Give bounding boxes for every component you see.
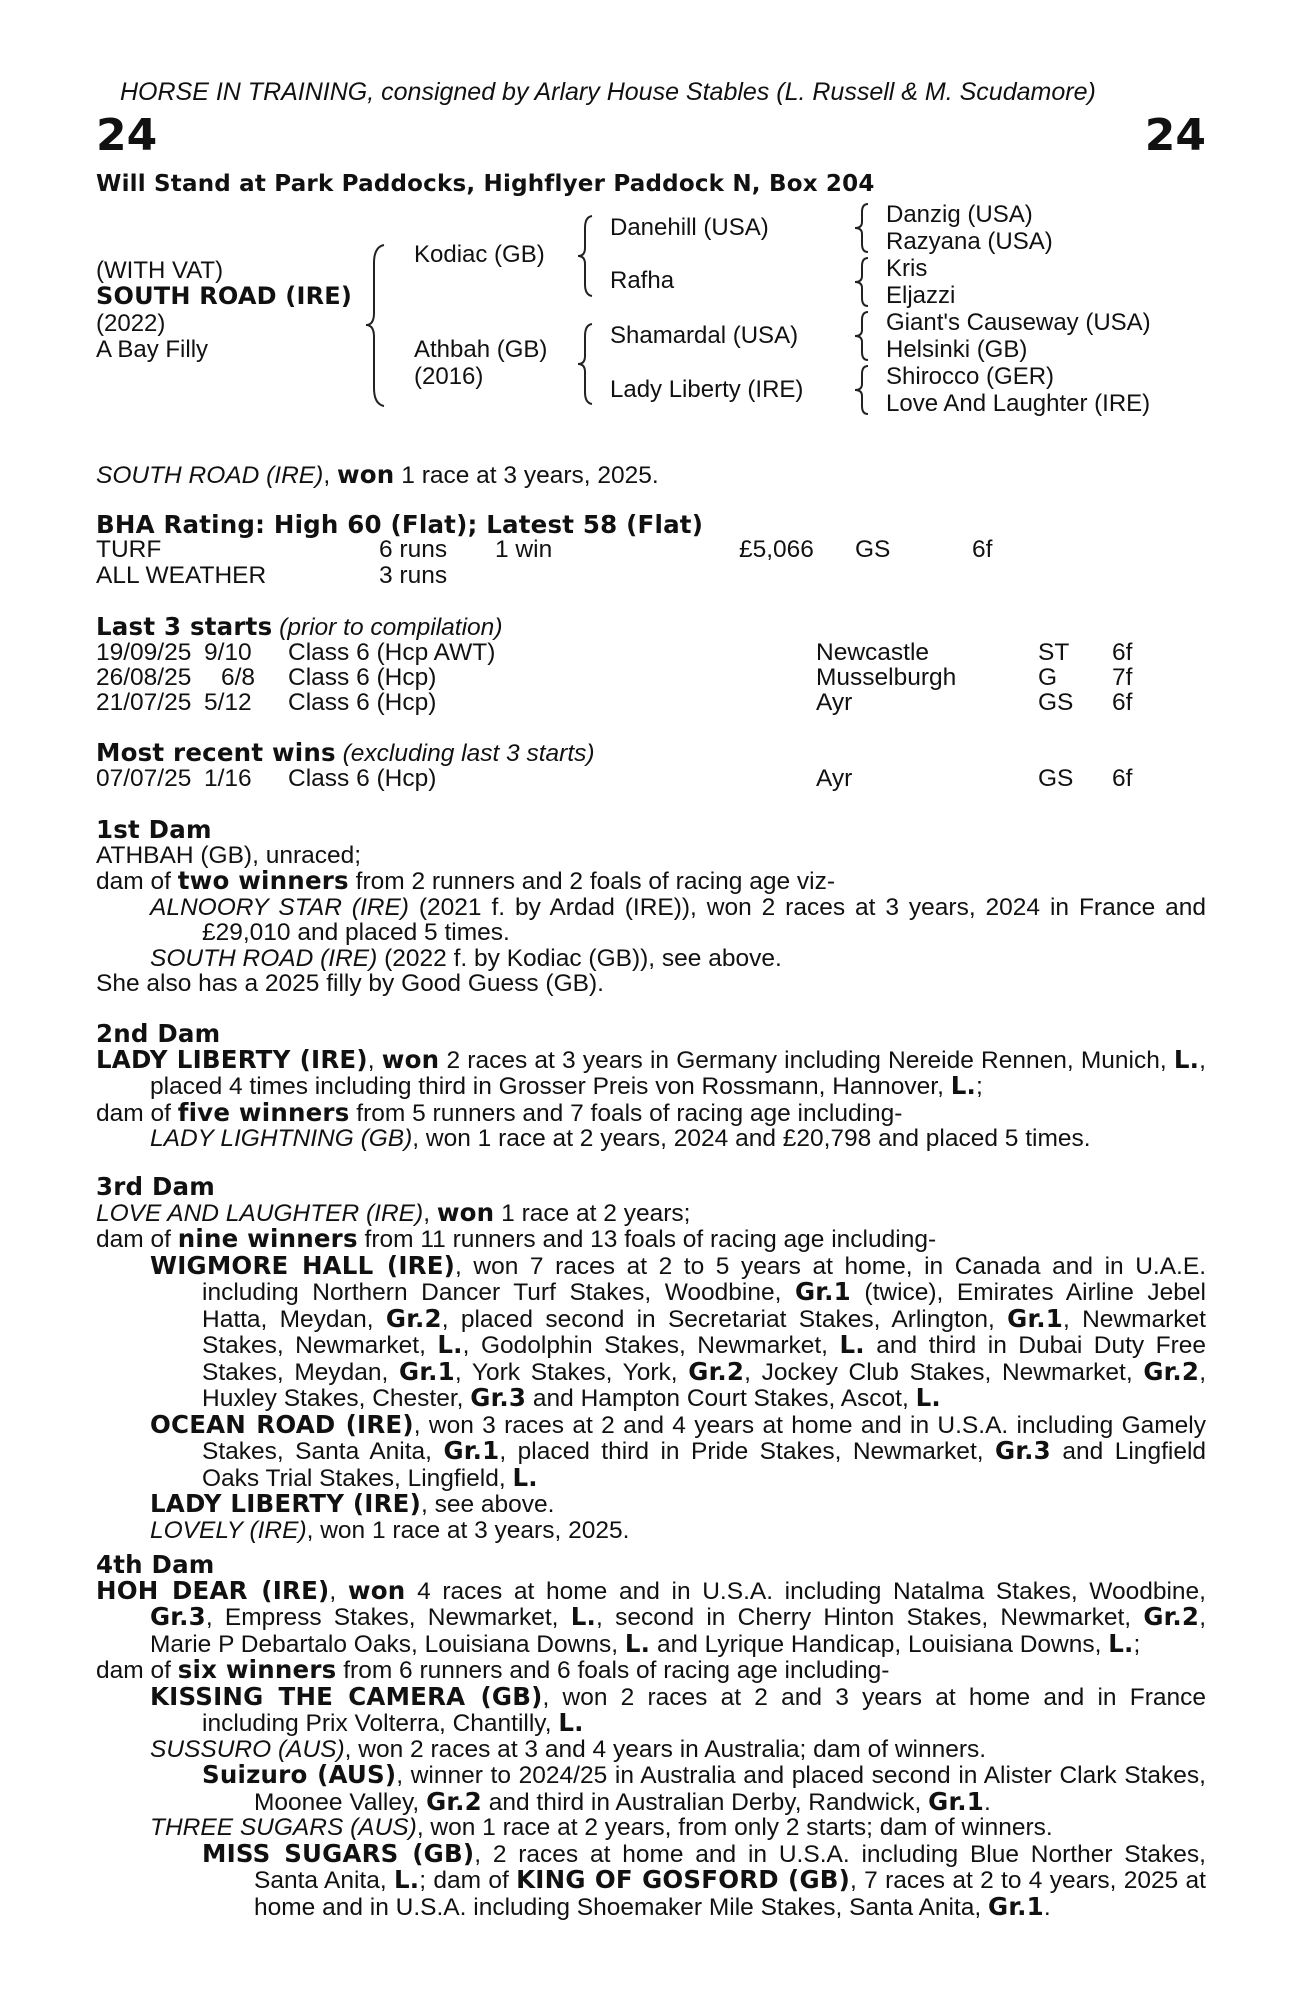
lot-number-right: 24	[1144, 110, 1206, 161]
recent-wins-note: (excluding last 3 starts)	[342, 740, 595, 767]
start-distance: 7f	[1112, 664, 1133, 691]
win-going: GS	[1038, 765, 1074, 792]
first-dam-foal-note: She also has a 2025 filly by Good Guess (GB).	[96, 970, 604, 997]
all-weather-label: ALL WEATHER	[96, 562, 267, 589]
start-date: 21/07/25	[96, 689, 192, 716]
second-dam-produce: dam of five winners from 5 runners and 7 foals of racing age including-	[96, 1097, 903, 1127]
turf-label: TURF	[96, 536, 162, 563]
third-dam-progeny-lady-liberty: LADY LIBERTY (IRE), see above.	[150, 1489, 555, 1518]
pedigree-brace-sire	[576, 214, 598, 298]
start-course: Musselburgh	[816, 664, 957, 691]
grandsire-maternal: Shamardal (USA)	[610, 322, 799, 349]
pedigree-brace-g2	[852, 256, 874, 308]
fourth-dam-title: 4th Dam	[96, 1550, 215, 1579]
summary-horse-name: SOUTH ROAD (IRE)	[96, 462, 324, 489]
summary-won: won	[336, 460, 395, 489]
pedigree-brace-g4	[852, 364, 874, 416]
third-dam-section	[96, 1174, 1206, 1543]
granddam-paternal: Rafha	[610, 267, 675, 294]
ancestor-1: Danzig (USA)	[886, 201, 1033, 228]
fourth-dam-progeny-three-sugars: THREE SUGARS (AUS), won 1 race at 2 years, from only 2 starts; dam of winners.	[150, 1814, 1053, 1841]
ancestor-6: Helsinki (GB)	[886, 336, 1028, 363]
horse-name: SOUTH ROAD (IRE)	[96, 282, 353, 310]
ancestor-5: Giant's Causeway (USA)	[886, 309, 1151, 336]
first-dam-progeny-1: ALNOORY STAR (IRE) (2021 f. by Ardad (IRE)), won 2 races at 3 years, 2024 in France and £29,010 and placed 5 times.	[150, 893, 1206, 946]
race-summary: SOUTH ROAD (IRE), won 1 race at 3 years, 2025.	[96, 460, 659, 489]
start-distance: 6f	[1112, 639, 1133, 666]
second-dam-progeny-1: LADY LIGHTNING (GB), won 1 race at 2 years, 2024 and £20,798 and placed 5 times.	[150, 1125, 1091, 1152]
second-dam-title: 2nd Dam	[96, 1019, 221, 1048]
last-3-starts-heading	[96, 614, 502, 641]
second-dam-record: LADY LIBERTY (IRE), won 2 races at 3 years in Germany including Nereide Rennen, Munich, L., placed 4 times including third in Grosser Preis von Rossmann, Hannover, L.;	[96, 1044, 1206, 1100]
turf-runs: 6 runs	[379, 536, 448, 563]
win-date: 07/07/25	[96, 765, 192, 792]
turf-prize: £5,066	[739, 536, 814, 563]
fourth-dam-record: HOH DEAR (IRE), won 4 races at home and in U.S.A. including Natalma Stakes, Woodbine, Gr.3, Empress Stakes, Newmarket, L., second in Cherry Hinton Stakes, Newmarket, Gr.2, Marie P Debartalo Oaks, Louisiana Downs, L. and Lyrique Handicap, Louisiana Downs, L.;	[96, 1575, 1206, 1658]
third-dam-progeny-wigmore-hall: WIGMORE HALL (IRE), won 7 races at 2 to 5 years at home, in Canada and in U.A.E. including Northern Dancer Turf Stakes, Woodbine, Gr.1 (twice), Emirates Airline Jebel Hatta, Meydan, Gr.2, placed second in Secretariat Stakes, Arlington, Gr.1, Newmarket Stakes, Newmarket, L., Godolphin Stakes, Newmarket, L. and third in Dubai Duty Free Stakes, Meydan, Gr.1, York Stakes, York, Gr.2, Jockey Club Stakes, Newmarket, Gr.2, Huxley Stakes, Chester, Gr.3 and Hampton Court Stakes, Ascot, L.	[150, 1250, 1206, 1412]
recent-wins-title: Most recent wins	[96, 738, 336, 767]
start-course: Ayr	[816, 689, 853, 716]
pedigree-brace-main	[364, 243, 394, 408]
start-class: Class 6 (Hcp)	[288, 664, 437, 691]
sire: Kodiac (GB)	[414, 241, 545, 268]
last-3-starts-title: Last 3 starts	[96, 612, 273, 641]
ancestor-3: Kris	[886, 255, 928, 282]
start-going: ST	[1038, 639, 1070, 666]
start-going: G	[1038, 664, 1058, 691]
third-dam-progeny-ocean-road: OCEAN ROAD (IRE), won 3 races at 2 and 4 years at home and in U.S.A. including Gamely Stakes, Santa Anita, Gr.1, placed third in Pride Stakes, Newmarket, Gr.3 and Lingfield Oaks Trial Stakes, Lingfield, L.	[150, 1409, 1207, 1492]
vat-note: (WITH VAT)	[96, 257, 224, 284]
first-dam-record: dam of two winners from 2 runners and 2 foals of racing age viz-	[96, 866, 835, 895]
third-dam-produce: dam of nine winners from 11 runners and 13 foals of racing age including-	[96, 1224, 937, 1253]
ancestor-8: Love And Laughter (IRE)	[886, 390, 1151, 417]
turf-going: GS	[855, 536, 891, 563]
horse-description: A Bay Filly	[96, 336, 209, 363]
ancestor-4: Eljazzi	[886, 282, 956, 309]
third-dam-record: LOVE AND LAUGHTER (IRE), won 1 race at 2 years;	[96, 1197, 691, 1227]
start-class: Class 6 (Hcp)	[288, 689, 437, 716]
third-dam-title: 3rd Dam	[96, 1172, 215, 1201]
fourth-dam-progeny-sussuro: SUSSURO (AUS), won 2 races at 3 and 4 years in Australia; dam of winners.	[150, 1735, 987, 1763]
stand-location: Will Stand at Park Paddocks, Highflyer Paddock N, Box 204	[96, 171, 875, 197]
dam: Athbah (GB)	[414, 336, 548, 363]
first-dam-title: 1st Dam	[96, 815, 212, 844]
fourth-dam-section	[96, 1552, 1206, 1920]
first-dam-name: ATHBAH (GB), unraced;	[96, 841, 362, 869]
dam-year: (2016)	[414, 363, 484, 390]
pedigree-brace-g3	[852, 310, 874, 362]
start-course: Newcastle	[816, 639, 930, 666]
pedigree-brace-dam	[576, 322, 598, 406]
bha-rating-title: BHA Rating: High 60 (Flat); Latest 58 (Flat)	[96, 510, 704, 539]
win-distance: 6f	[1112, 765, 1133, 792]
summary-text: 1 race at 3 years, 2025.	[394, 462, 659, 489]
win-class: Class 6 (Hcp)	[288, 765, 437, 792]
start-going: GS	[1038, 689, 1074, 716]
pedigree-brace-g1	[852, 202, 874, 254]
fourth-dam-progeny-kissing-the-camera: KISSING THE CAMERA (GB), won 2 races at 2 and 3 years at home and in France including Prix Volterra, Chantilly, L.	[150, 1681, 1206, 1737]
fourth-dam-produce: dam of six winners from 6 runners and 6 foals of racing age including-	[96, 1655, 890, 1684]
win-position: 1/16	[204, 765, 252, 792]
first-dam-progeny-2: SOUTH ROAD (IRE) (2022 f. by Kodiac (GB)), see above.	[150, 944, 782, 972]
consignor-line: HORSE IN TRAINING, consigned by Arlary House Stables (L. Russell & M. Scudamore)	[120, 78, 1096, 106]
start-class: Class 6 (Hcp AWT)	[288, 639, 496, 666]
start-date: 26/08/25	[96, 664, 192, 691]
start-distance: 6f	[1112, 689, 1133, 716]
ancestor-2: Razyana (USA)	[886, 228, 1053, 255]
fourth-dam-grandprogeny-miss-sugars: MISS SUGARS (GB), 2 races at home and in U.S.A. including Blue Norther Stakes, Santa Anita, L.; dam of KING OF GOSFORD (GB), 7 races at 2 to 4 years, 2025 at home and in U.S.A. including Shoemaker Mile Stakes, Santa Anita, Gr.1.	[202, 1838, 1206, 1921]
third-dam-progeny-lovely: LOVELY (IRE), won 1 race at 3 years, 2025.	[150, 1516, 630, 1544]
turf-distance: 6f	[972, 536, 993, 563]
lot-number-left: 24	[96, 110, 158, 161]
start-position: 9/10	[204, 639, 252, 666]
all-weather-runs: 3 runs	[379, 562, 448, 589]
second-dam-section	[96, 1021, 1206, 1152]
start-position: 6/8	[221, 664, 256, 691]
granddam-maternal: Lady Liberty (IRE)	[610, 376, 804, 403]
fourth-dam-grandprogeny-suizuro: Suizuro (AUS), winner to 2024/25 in Australia and placed second in Alister Clark Stakes, Moonee Valley, Gr.2 and third in Australian Derby, Randwick, Gr.1.	[202, 1760, 1206, 1816]
horse-year: (2022)	[96, 310, 166, 337]
ancestor-7: Shirocco (GER)	[886, 363, 1055, 390]
recent-wins-heading	[96, 740, 595, 767]
last-3-starts-note: (prior to compilation)	[279, 614, 503, 641]
win-course: Ayr	[816, 765, 853, 792]
grandsire-paternal: Danehill (USA)	[610, 214, 769, 241]
first-dam-section	[96, 817, 1206, 997]
start-position: 5/12	[204, 689, 252, 716]
turf-wins: 1 win	[495, 536, 553, 563]
start-date: 19/09/25	[96, 639, 192, 666]
